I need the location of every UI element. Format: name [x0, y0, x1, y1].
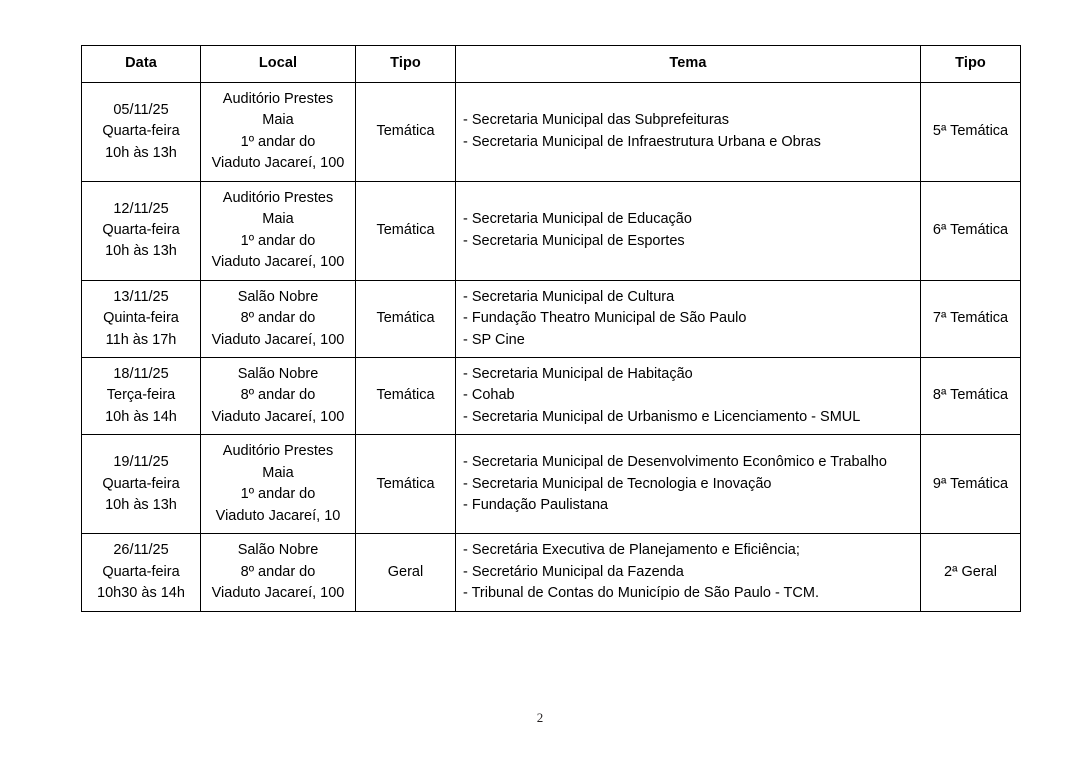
- cell-date: [82, 435, 201, 534]
- cell-theme-line: - Secretaria Municipal de Cultura: [463, 288, 675, 305]
- column-header-local: Local: [201, 46, 356, 83]
- cell-sequence: 6ª Temática: [921, 181, 1021, 280]
- cell-date-line: 10h às 13h: [105, 496, 177, 513]
- cell-location-line: 8º andar do: [240, 563, 316, 580]
- cell-date-line: 11h às 17h: [105, 331, 177, 348]
- cell-date: [82, 83, 201, 182]
- cell-date: [82, 534, 201, 611]
- table-row: [82, 83, 1021, 182]
- cell-sequence: 8ª Temática: [921, 357, 1021, 434]
- column-header-tipo-numero: Tipo: [921, 46, 1021, 83]
- cell-location-line: Auditório Prestes: [222, 443, 334, 460]
- cell-type: Temática: [356, 181, 456, 280]
- cell-date-line: 10h30 às 14h: [97, 585, 185, 602]
- cell-theme-line: - SP Cine: [463, 331, 525, 348]
- column-header-tipo: Tipo: [356, 46, 456, 83]
- cell-location-line: 8º andar do: [240, 387, 316, 404]
- table-body: [82, 83, 1021, 612]
- cell-theme-line: - Cohab: [463, 387, 515, 404]
- cell-location-line: Salão Nobre: [237, 542, 319, 559]
- table-row: [82, 534, 1021, 611]
- cell-location-line: 1º andar do: [240, 486, 316, 503]
- cell-date-line: 18/11/25: [113, 365, 169, 382]
- cell-sequence: 5ª Temática: [921, 83, 1021, 182]
- cell-date-line: 05/11/25: [113, 101, 169, 118]
- cell-date-line: 26/11/25: [113, 542, 169, 559]
- cell-date-line: 13/11/25: [113, 288, 169, 305]
- cell-location: [201, 181, 356, 280]
- cell-type: Temática: [356, 435, 456, 534]
- cell-theme-line: - Secretaria Municipal de Habitação: [463, 365, 693, 382]
- cell-location: [201, 280, 356, 357]
- cell-location: [201, 83, 356, 182]
- cell-location-line: Maia: [262, 464, 294, 481]
- cell-theme-line: - Tribunal de Contas do Município de São Paulo - TCM.: [463, 585, 819, 602]
- column-header-tema: Tema: [456, 46, 921, 83]
- cell-date-line: Quarta-feira: [102, 563, 180, 580]
- cell-theme-line: - Secretário Municipal da Fazenda: [463, 563, 684, 580]
- cell-theme: [456, 181, 921, 280]
- page-number: 2: [536, 710, 544, 725]
- cell-theme-line: - Fundação Theatro Municipal de São Paulo: [463, 310, 747, 327]
- cell-location-line: Viaduto Jacareí, 100: [211, 585, 345, 602]
- cell-location-line: Salão Nobre: [237, 288, 319, 305]
- table-header: [82, 46, 1021, 83]
- cell-location: [201, 534, 356, 611]
- cell-location-line: Maia: [262, 112, 294, 129]
- cell-sequence: 2ª Geral: [921, 534, 1021, 611]
- cell-theme-line: - Secretaria Municipal de Esportes: [463, 232, 685, 249]
- cell-location-line: Viaduto Jacareí, 10: [215, 507, 341, 524]
- cell-location-line: Auditório Prestes: [222, 91, 334, 107]
- cell-date: [82, 357, 201, 434]
- cell-date-line: Quinta-feira: [103, 310, 179, 327]
- cell-theme: [456, 534, 921, 611]
- cell-theme-line: - Secretaria Municipal das Subprefeituras: [463, 112, 729, 129]
- cell-sequence: 9ª Temática: [921, 435, 1021, 534]
- cell-sequence: 7ª Temática: [921, 280, 1021, 357]
- cell-type: Temática: [356, 357, 456, 434]
- cell-date-line: 12/11/25: [113, 200, 169, 217]
- cell-location-line: Maia: [262, 211, 294, 228]
- cell-location-line: Viaduto Jacareí, 100: [211, 155, 345, 172]
- column-header-data: Data: [82, 46, 201, 83]
- cell-location-line: 1º andar do: [240, 133, 316, 150]
- cell-type: Temática: [356, 83, 456, 182]
- cell-date-line: Quarta-feira: [102, 123, 180, 140]
- cell-date-line: Quarta-feira: [102, 475, 180, 492]
- cell-date-line: 10h às 13h: [105, 243, 177, 260]
- cell-location-line: Viaduto Jacareí, 100: [211, 254, 345, 271]
- cell-theme-line: - Secretaria Municipal de Educação: [463, 211, 692, 228]
- cell-location: [201, 357, 356, 434]
- cell-date: [82, 181, 201, 280]
- cell-date-line: 10h às 13h: [105, 144, 177, 161]
- cell-theme-line: - Secretaria Municipal de Desenvolvimento Econômico e Trabalho: [463, 454, 887, 471]
- cell-location-line: Viaduto Jacareí, 100: [211, 408, 345, 425]
- table-row: [82, 357, 1021, 434]
- table-header-row: [82, 46, 1021, 83]
- cell-location-line: 1º andar do: [240, 232, 316, 249]
- cell-date-line: 10h às 14h: [105, 408, 177, 425]
- cell-date-line: Terça-feira: [106, 387, 176, 404]
- cell-theme-line: - Fundação Paulistana: [463, 496, 609, 513]
- table-row: [82, 181, 1021, 280]
- table-row: [82, 435, 1021, 534]
- cell-theme-line: - Secretaria Municipal de Infraestrutura Urbana e Obras: [463, 133, 821, 150]
- table-row: [82, 280, 1021, 357]
- cell-type: Temática: [356, 280, 456, 357]
- cell-theme: [456, 435, 921, 534]
- schedule-table: [81, 45, 1021, 612]
- cell-theme: [456, 357, 921, 434]
- cell-theme-line: - Secretária Executiva de Planejamento e Eficiência;: [463, 542, 800, 559]
- cell-location-line: Auditório Prestes: [222, 189, 334, 206]
- cell-location-line: Salão Nobre: [237, 365, 319, 382]
- cell-location-line: Viaduto Jacareí, 100: [211, 331, 345, 348]
- cell-location: [201, 435, 356, 534]
- cell-theme-line: - Secretaria Municipal de Urbanismo e Licenciamento - SMUL: [463, 408, 861, 425]
- cell-type: Geral: [356, 534, 456, 611]
- cell-theme-line: - Secretaria Municipal de Tecnologia e Inovação: [463, 475, 772, 492]
- cell-theme: [456, 280, 921, 357]
- cell-date-line: Quarta-feira: [102, 221, 180, 238]
- cell-date: [82, 280, 201, 357]
- cell-date-line: 19/11/25: [113, 454, 169, 471]
- cell-location-line: 8º andar do: [240, 310, 316, 327]
- cell-theme: [456, 83, 921, 182]
